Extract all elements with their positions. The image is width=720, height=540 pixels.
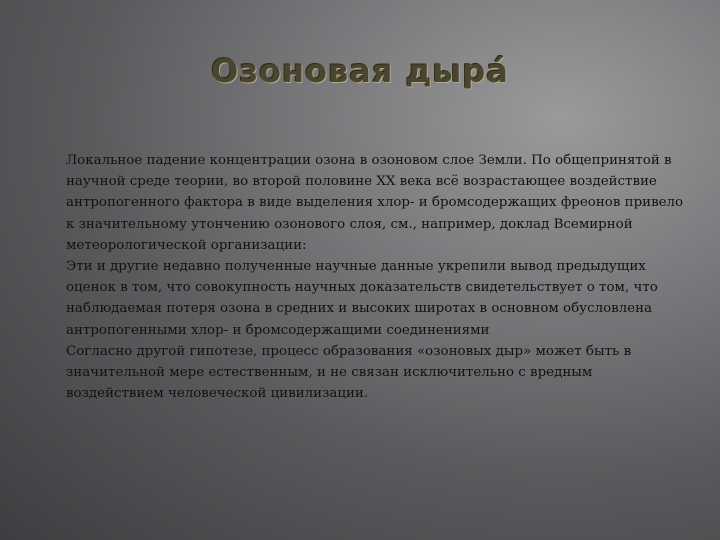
slide-title: Озоновая дыра́ — [211, 52, 509, 90]
paragraph-1: Локальное падение концентрации озона в озоновом слое Земли. По общепринятой в научной среде теории, во второй половине XX века всё возрастающее воздействие антропогенного фактора в виде выделения хлор- и бромсодержащих фреонов привело к значительному утончению озонового слоя, см., например, доклад Всемирной метеорологической организации: — [66, 153, 684, 253]
slide-body — [66, 150, 686, 404]
paragraph-2: Эти и другие недавно полученные научные данные укрепили вывод предыдущих оценок в том, что совокупность научных доказательств свидетельствует о том, что наблюдаемая потеря озона в средних и высоких широтах в основном обусловлена антропогенными хлор- и бромсодержащими соединениями — [66, 259, 658, 338]
paragraph-3: Согласно другой гипотезе, процесс образования «озоновых дыр» может быть в значительной мере естественным, и не связан исключительно с вредным воздействием человеческой цивилизации. — [66, 343, 632, 402]
